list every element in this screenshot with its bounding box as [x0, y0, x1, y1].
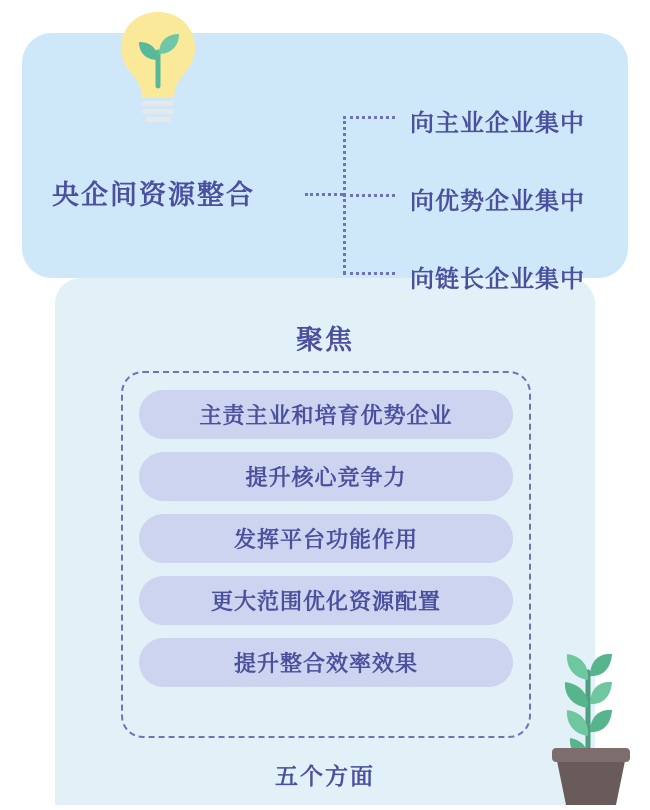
connector-branch-1 — [343, 116, 395, 119]
focus-item-list — [139, 390, 513, 687]
potted-plant-icon — [540, 632, 646, 805]
branch-label-3: 向链长企业集中 — [410, 266, 585, 293]
lightbulb-sprout-icon — [112, 8, 204, 126]
focus-panel — [55, 278, 595, 805]
page-title: 央企间资源整合 — [52, 180, 255, 210]
list-item[interactable]: 主责主业和培育优势企业 — [139, 390, 513, 439]
list-item[interactable]: 发挥平台功能作用 — [139, 514, 513, 563]
connector-horizontal — [305, 193, 343, 196]
branch-label-1: 向主业企业集中 — [410, 110, 585, 137]
connector-branch-3 — [343, 272, 395, 275]
connector-branch-2 — [343, 194, 395, 197]
list-item[interactable]: 提升核心竞争力 — [139, 452, 513, 501]
focus-footer-label: 五个方面 — [275, 763, 375, 789]
list-item[interactable]: 更大范围优化资源配置 — [139, 576, 513, 625]
list-item[interactable]: 提升整合效率效果 — [139, 638, 513, 687]
focus-title: 聚焦 — [296, 325, 354, 355]
branch-label-2: 向优势企业集中 — [410, 188, 585, 215]
